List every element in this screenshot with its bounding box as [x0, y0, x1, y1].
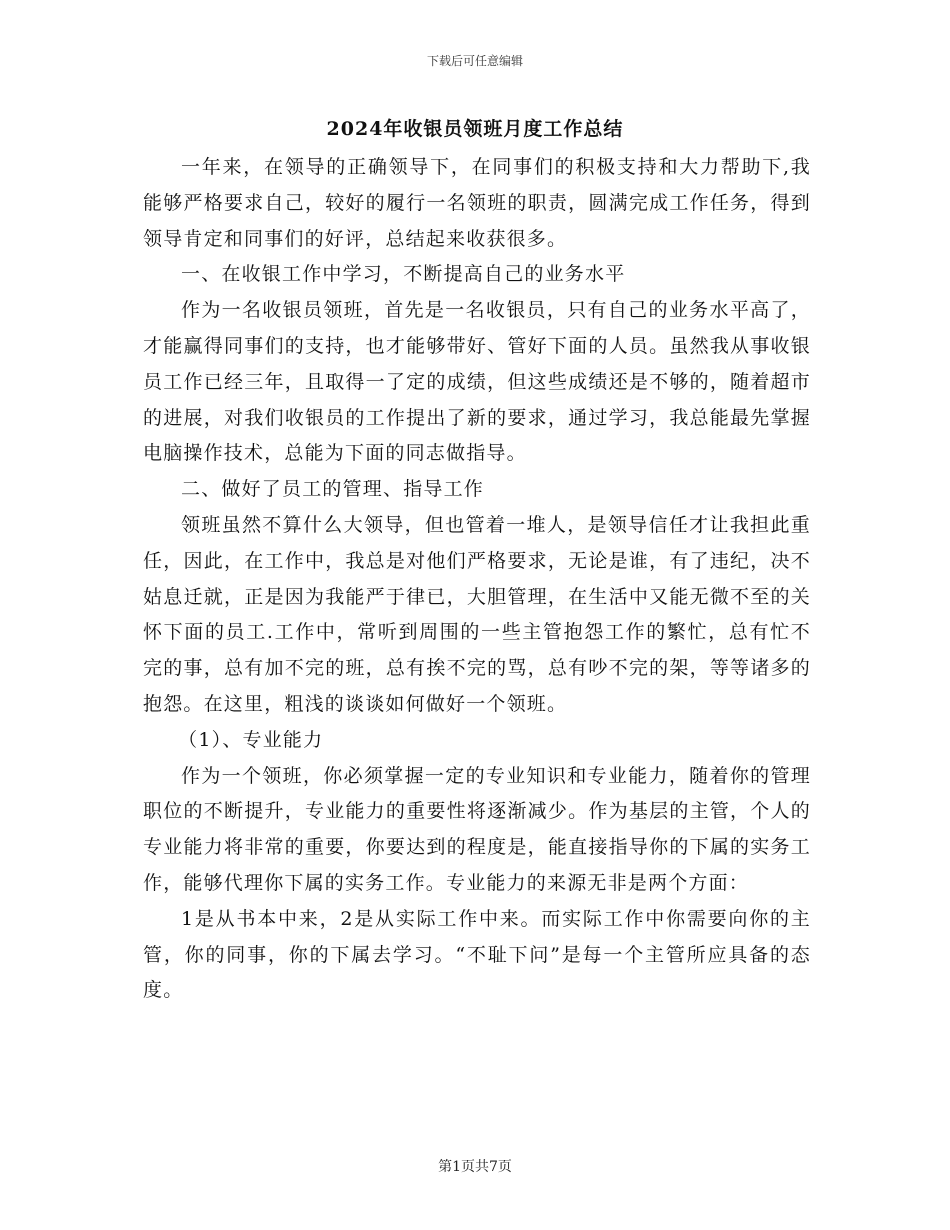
section-heading-1: 一、在收银工作中学习，不断提高自己的业务水平 — [181, 263, 626, 286]
paragraph-intro: 一年来，在领导的正确领导下，在同事们的积极支持和大力帮助下,我能够严格要求自己，较好的履行一名领班的职责，圆满完成工作任务，得到领导肯定和同事们的好评，总结起来收获很多。 — [143, 156, 811, 250]
subsection-heading-1: （1）、专业能力 — [178, 728, 324, 751]
paragraph-section-1: 作为一名收银员领班，首先是一名收银员，只有自己的业务水平高了，才能赢得同事们的支持，也才能够带好、管好下面的人员。虽然我从事收银员工作已经三年，且取得一了定的成绩，但这些成绩还是不够的，随着超市的进展，对我们收银员的工作提出了新的要求，通过学习，我总能最先掌握电脑操作技术，总能为下面的同志做指导。 — [143, 299, 811, 465]
document-title: 2024年收银员领班月度工作总结 — [326, 118, 624, 140]
header-note: 下载后可任意编辑 — [426, 54, 523, 68]
paragraph-subsection-1: 作为一个领班，你必须掌握一定的专业知识和专业能力，随着你的管理职位的不断提升，专业能力的重要性将逐渐减少。作为基层的主管，个人的专业能力将非常的重要，你要达到的程度是，能直接指导你的下属的实务工作，能够代理你下属的实务工作。专业能力的来源无非是两个方面： — [143, 764, 811, 894]
paragraph-subsection-1-cont: 1是从书本中来，2是从实际工作中来。而实际工作中你需要向你的主管，你的同事，你的下属去学习。“不耻下问”是每一个主管所应具备的态度。 — [143, 907, 811, 1002]
paragraph-section-2: 领班虽然不算什么大领导，但也管着一堆人，是领导信任才让我担此重任，因此，在工作中，我总是对他们严格要求，无论是谁，有了违纪，决不姑息迁就，正是因为我能严于律已，大胆管理，在生活中又能无微不至的关怀下面的员工.工作中，常听到周围的一些主管抱怨工作的繁忙，总有忙不完的事，总有加不完的班，总有挨不完的骂，总有吵不完的架，等等诸多的抱怨。在这里，粗浅的谈谈如何做好一个领班。 — [143, 513, 811, 715]
document-body — [143, 150, 811, 1009]
page-number: 第1页共7页 — [438, 1159, 512, 1175]
section-heading-2: 二、做好了员工的管理、指导工作 — [181, 478, 485, 501]
